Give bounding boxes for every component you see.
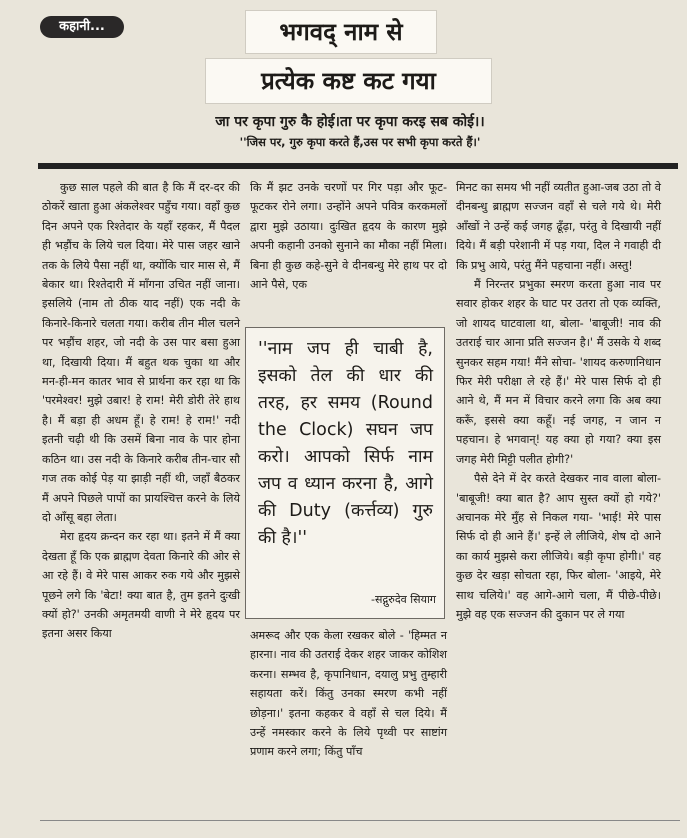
doha-meaning: ''जिस पर, गुरु कृपा करते हैं,उस पर सभी कृपा करते हैं।' <box>239 135 481 149</box>
footer-divider <box>40 820 680 821</box>
header-divider <box>38 163 678 169</box>
pull-quote-box <box>245 327 445 619</box>
column1-paragraph-2: मेरा हृदय क्रन्दन कर रहा था। इतने में मैं क्या देखता हूँ कि एक ब्राह्मण देवता किनारे की ओर से आ रहे हैं। वे मेरे पास आकर रुक गये और मुझसे पूछने लगे कि 'बेटा! क्या बात है, तुम इतने दुःखी क्यों हो?' उनकी अमृतमयी वाणी ने मेरे हृदय पर इतना असर किया <box>42 530 240 641</box>
article-column-2-bottom <box>250 626 447 762</box>
headline-line2: प्रत्येक कष्ट कट गया <box>205 58 492 104</box>
section-tag: कहानी... <box>40 16 124 38</box>
column3-paragraph-1: मिनट का समय भी नहीं व्यतीत हुआ-जब उठा तो वे दीनबन्धु ब्राह्मण सज्जन वहाँ से चले गये थे। मेरी आँखों ने उन्हें कई जगह ढूँढ़ा, परंतु वे दिखायी नहीं दिये। मैं बड़ी परेशानी में पड़ गया, दिल ने गवाही दी कि प्रभु आये, परंतु मैंने पहचाना नहीं। अस्तु! <box>456 181 661 272</box>
column3-paragraph-3: पैसे देने में देर करते देखकर नाव वाला बोला- 'बाबूजी! क्या बात है? आप सुस्त क्यों हो गये?' अचानक मेरे मुँह से निकल गया- 'भाई! मेरे पास सिर्फ दो ही आने हैं।' इन्हें ले लीजिये, शेष दो आने का कार्य मुझसे करा लीजिये। बड़ी कृपा होगी।' वह कुछ देर खड़ा सोचता रहा, फिर बोला- 'आइये, मेरे साथ चलिये।' वह आगे-आगे चला, मैं पीछे-पीछे। मुझे वह एक सज्जन की दुकान पर ले गया <box>456 472 661 621</box>
column2-top-text: कि मैं झट उनके चरणों पर गिर पड़ा और फूट-फूटकर रोने लगा। उन्होंने अपने पवित्र करकमलों द्वारा मुझे उठाया। दुःखित हृदय के कारण मुझे अपनी कहानी उनको सुनाने का मौका नहीं मिला। बिना ही कुछ कहे-सुने वे दीनबन्धु मेरे हाथ पर दो आने पैसे, एक <box>250 181 447 292</box>
doha-verse: जा पर कृपा गुरु कै होई।ता पर कृपा करइ सब कोई।। <box>215 114 485 130</box>
column1-paragraph-1: कुछ साल पहले की बात है कि मैं दर-दर की ठोकरें खाता हुआ अंकलेश्वर पहुँच गया। वहाँ कुछ दिन अपने एक रिश्तेदार के यहाँ रहकर, मैं पैदल ही भड़ौंच के लिये चल दिया। मेरे पास जहर खाने तक के लिये पैसा नहीं था, क्योंकि चार मास से, मैं बेकार था। रिश्तेदारी में माँगना उचित नहीं जाना। इसलिये (नाम तो ठीक याद नहीं) एक नदी के किनारे-किनारे चलता गया। करीब तीन मील चलने पर भड़ौंच शहर, जो नदी के उस पार बसा हुआ था, दिखायी दिया। मैं बहुत थक चुका था और मन-ही-मन कातर भाव से प्रार्थना कर रहा था कि 'परमेश्वर! मुझे उबार! हे राम! मेरी डोरी तेरे हाथ है। मैं बड़ा ही अधम हूँ। हे राम! हे राम!' नदी इतनी चढ़ी थी कि उसमें बिना नाव के पार होना कठिन था। उस नदी के किनारे करीब तीन-चार सौ गज तक कोई पेड़ या झाड़ी नहीं थी, जहाँ बैठकर मैं अपने पिछले पापों का प्रायश्चित्त करने के लिये दो आँसू बहा लेता। <box>42 181 240 524</box>
column2-bottom-text: अमरूद और एक केला रखकर बोले - 'हिम्मत न हारना। नाव की उतराई देकर शहर जाकर कोशिश करना। सम्भव है, कृपानिधान, दयालु प्रभु तुम्हारी सहायता करें। किंतु उनका स्मरण कभी नहीं छोड़ना।' इतना कहकर वे वहाँ से चल दिये। मैं उन्हें नमस्कार करने के लिये पृथ्वी पर साष्टांग प्रणाम करने लगा; किंतु पाँच <box>250 629 447 759</box>
headline-line1: भगवद् नाम से <box>245 10 437 54</box>
article-column-3 <box>456 178 661 624</box>
article-column-1 <box>42 178 240 644</box>
column3-paragraph-2: मैं निरन्तर प्रभुका स्मरण करता हुआ नाव पर सवार होकर शहर के घाट पर उतरा तो एक व्यक्ति, जो शायद घाटवाला था, बोला- 'बाबूजी! नाव की उतराई चार आना प्रति सज्जन है।' मैं उसके ये शब्द सुनकर सहम गया! मैंने सोचा- 'शायद करुणानिधान फिर मेरी परीक्षा ले रहे हैं।' मेरे पास सिर्फ दो ही आने थे, मैं मन में विचार करने लगा कि अब क्या करूँ, इससे क्या कहूँ। नई जगह, न जान न पहचान। हे भगवान्! यह क्या हो गया? क्या इस जगह मेरी मिट्टी पलीत होगी?' <box>456 278 661 466</box>
pull-quote-attribution: -सद्गुरुदेव सियाग <box>370 593 436 606</box>
article-column-2-top <box>250 178 447 294</box>
pull-quote-text: ''नाम जप ही चाबी है, इसको तेल की धार की तरह, हर समय (Round the Clock) सघन जप करो। आपको सिर्फ नाम जप व ध्यान करना है, आगे की Duty (कर्त्तव्य) गुरु की है।'' <box>258 339 433 548</box>
